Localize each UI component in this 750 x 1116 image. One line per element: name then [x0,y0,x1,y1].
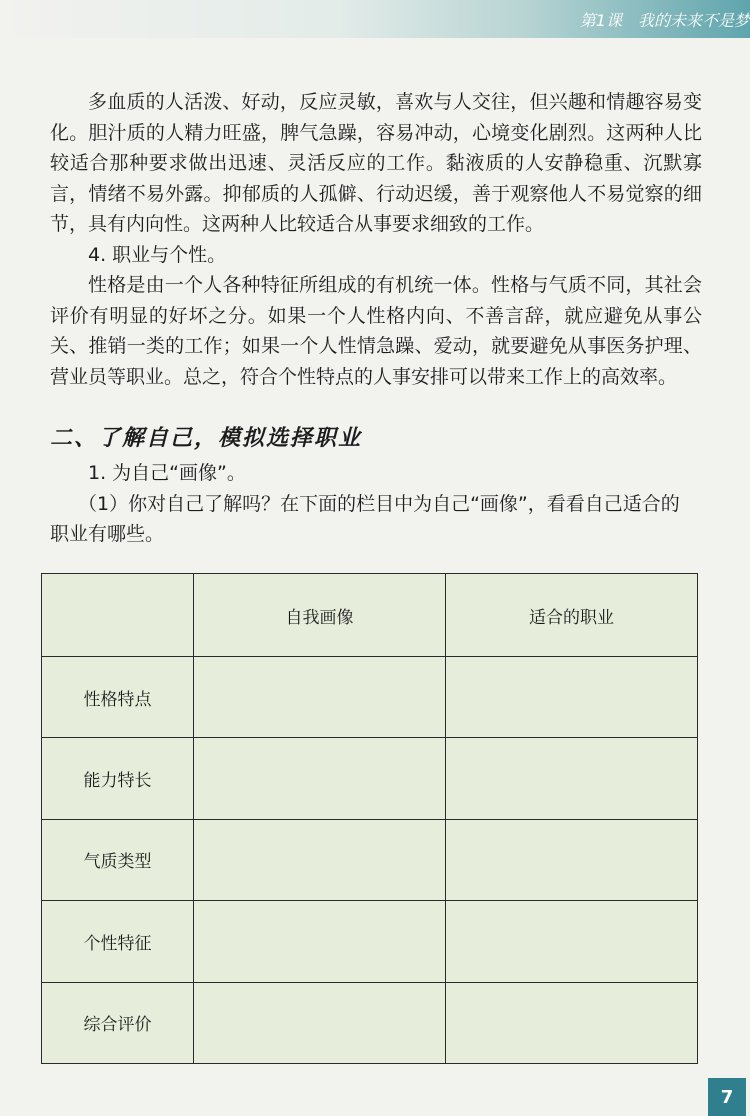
header-corner [42,574,194,657]
item-4-title: 4. 职业与个性。 [88,243,227,266]
suitable-jobs-cell[interactable] [446,738,698,819]
suitable-jobs-cell[interactable] [446,819,698,900]
table-row [42,819,698,900]
table-row [42,657,698,738]
suitable-jobs-cell[interactable] [446,901,698,982]
table-header-row [42,574,698,657]
item-1-title: 1. 为自己“画像”。 [88,462,246,484]
question-line-2: 职业有哪些。 [50,523,165,545]
chapter-title: 我的未来不是梦 [637,11,750,30]
row-label-personality: 个性特征 [42,901,194,982]
self-portrait-cell[interactable] [194,901,446,982]
self-portrait-cell[interactable] [194,982,446,1063]
header-self-portrait: 自我画像 [194,574,446,657]
row-label-ability: 能力特长 [42,738,194,819]
paragraph-personality: 性格是由一个人各种特征所组成的有机统一体。性格与气质不同，其社会评价有明显的好坏之分。如果一个人性格内向、不善言辞，就应避免从事公关、推销一类的工作；如果一个人性情急躁、爱动，就要避免从事医务护理、营业员等职业。总之，符合个性特点的人事安排可以带来工作上的高效率。 [50,274,702,388]
running-header [580,10,750,32]
table-row [42,738,698,819]
page-number-tab: 7 [708,1078,746,1116]
lesson-number: 第1课 [579,11,622,30]
section-2-intro [50,458,702,550]
suitable-jobs-cell[interactable] [446,982,698,1063]
self-portrait-cell[interactable] [194,657,446,738]
table-row [42,982,698,1063]
suitable-jobs-cell[interactable] [446,657,698,738]
question-line-1: （1）你对自己了解吗？在下面的栏目中为自己“画像”，看看自己适合的 [78,492,680,515]
self-portrait-cell[interactable] [194,738,446,819]
self-portrait-table [41,573,697,1064]
section-2-title: 二、了解自己，模拟选择职业 [50,425,363,451]
header-suitable-jobs: 适合的职业 [446,574,698,657]
body-text [50,87,702,392]
row-label-character: 性格特点 [42,657,194,738]
self-portrait-cell[interactable] [194,819,446,900]
paragraph-temperament: 多血质的人活泼、好动，反应灵敏，喜欢与人交往，但兴趣和情趣容易变化。胆汁质的人精力旺盛，脾气急躁，容易冲动，心境变化剧烈。这两种人比较适合那种要求做出迅速、灵活反应的工作。黏液质的人安静稳重、沉默寡言，情绪不易外露。抑郁质的人孤僻、行动迟缓，善于观察他人不易觉察的细节，具有内向性。这两种人比较适合从事要求细致的工作。 [50,91,702,235]
table-row [42,901,698,982]
row-label-temperament: 气质类型 [42,819,194,900]
row-label-overall: 综合评价 [42,982,194,1063]
